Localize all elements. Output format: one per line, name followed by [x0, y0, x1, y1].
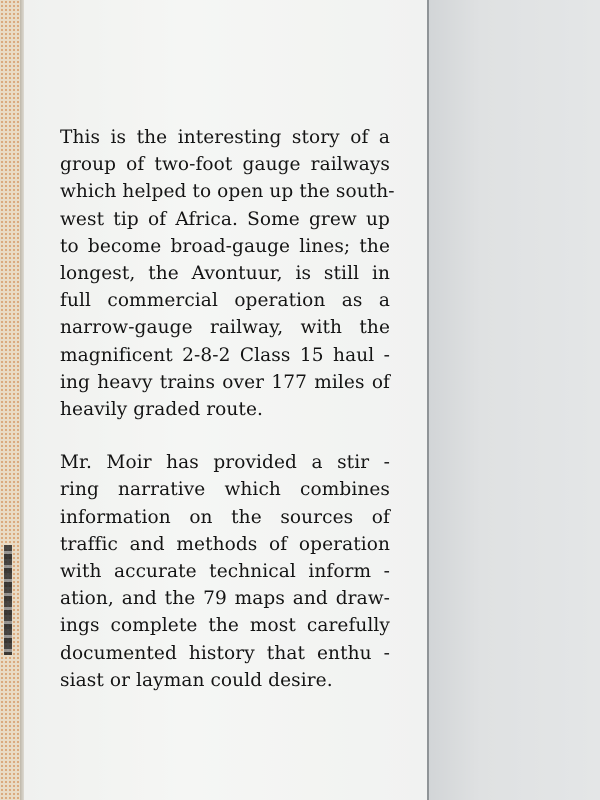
text-line: group of two-foot gauge railways: [60, 154, 390, 176]
text-line: with accurate technical inform -: [60, 561, 390, 583]
blurb-text-block: [60, 124, 395, 694]
text-line: information on the sources of: [60, 506, 390, 528]
book-spine-edge: [0, 0, 22, 800]
text-line: This is the interesting story of a: [60, 127, 390, 148]
blurb-paragraph-2: [60, 449, 390, 694]
text-line: magnificent 2-8-2 Class 15 haul -: [60, 344, 390, 366]
text-line: full commercial operation as a: [60, 290, 390, 312]
text-line: narrow-gauge railway, with the: [60, 317, 390, 339]
text-line: longest, the Avontuur, is still in: [60, 263, 390, 285]
text-line: ings complete the most carefully: [60, 615, 390, 637]
text-line: siast or layman could desire.: [60, 669, 333, 691]
jacket-flap: [429, 0, 600, 800]
text-line: to become broad-gauge lines; the: [60, 235, 390, 257]
text-line: heavily graded route.: [60, 399, 263, 421]
binding-mark: [4, 545, 12, 655]
text-line: ing heavy trains over 177 miles of: [60, 371, 390, 393]
text-line: traffic and methods of operation: [60, 533, 390, 555]
text-line: Mr. Moir has provided a stir -: [60, 452, 390, 474]
text-line: west tip of Africa. Some grew up: [60, 208, 390, 230]
text-line: ring narrative which combines: [60, 479, 390, 501]
text-line: which helped to open up the south-: [60, 181, 395, 203]
text-line: documented history that enthu -: [60, 642, 390, 664]
text-line: ation, and the 79 maps and draw-: [60, 588, 390, 610]
blurb-paragraph-1: [60, 124, 395, 423]
